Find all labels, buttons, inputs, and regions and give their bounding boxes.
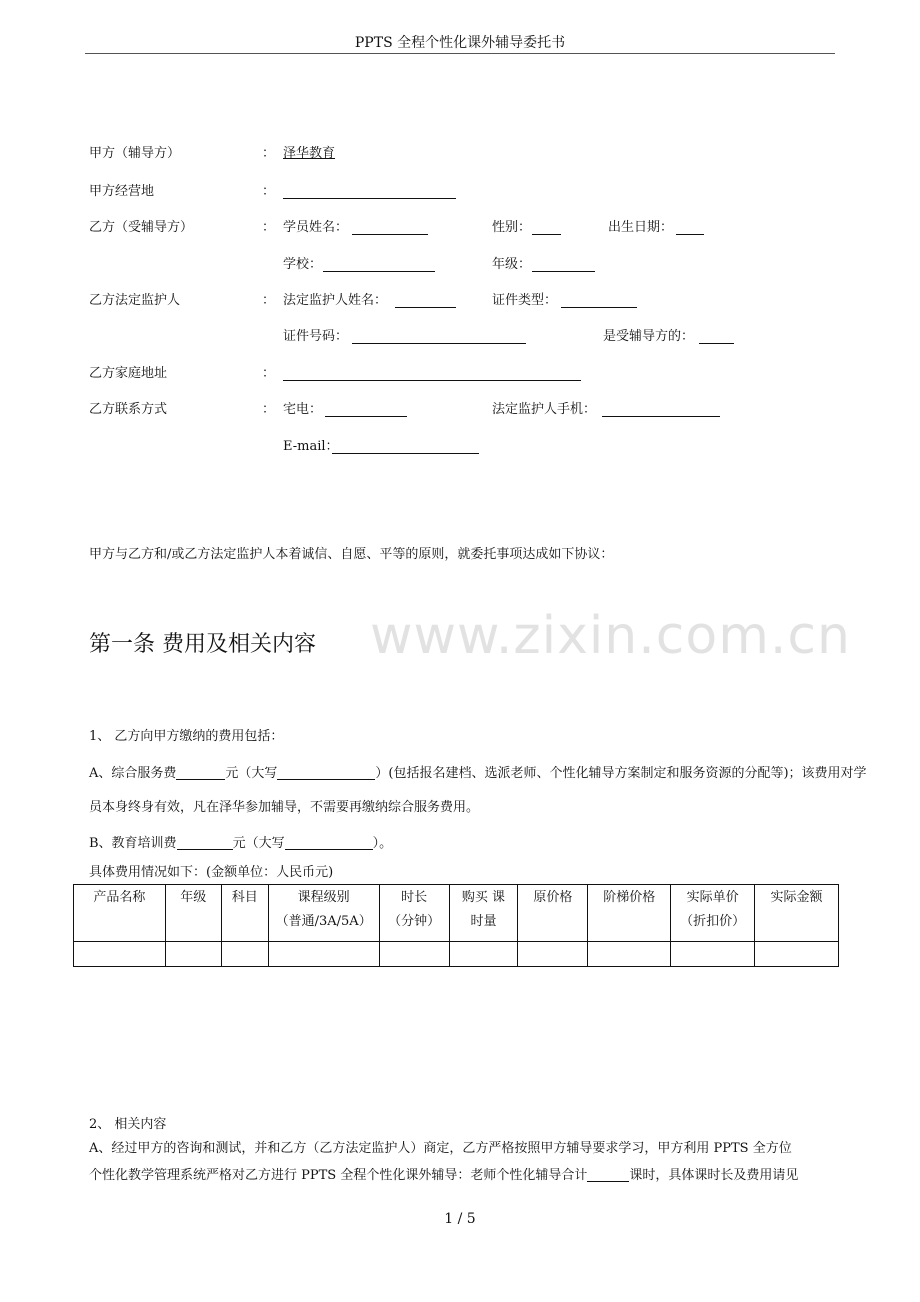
related-a-line-1: A、经过甲方的咨询和测试，并和乙方（乙方法定监护人）商定，乙方严格按照甲方辅导要求学习，甲方利用 PPTS 全方位 [89, 1141, 792, 1156]
fee-b-amount-blank[interactable] [177, 836, 233, 850]
student-name-blank[interactable] [352, 221, 428, 235]
email-blank[interactable] [332, 440, 479, 454]
fee-a-mid: 元（大写 [225, 766, 278, 781]
header-duration: 时长 （分钟） [379, 885, 449, 942]
id-number-blank[interactable] [352, 330, 526, 344]
table-cell[interactable] [379, 942, 449, 967]
email-label: E-mail： [283, 439, 339, 454]
guardian-mobile-blank[interactable] [602, 403, 720, 417]
party-b-label: 乙方（受辅导方） [89, 220, 194, 235]
fees-item-1: 1、 乙方向甲方缴纳的费用包括： [89, 729, 284, 744]
related-a-line-2 [89, 1168, 798, 1182]
guardian-label: 乙方法定监护人 [89, 293, 181, 308]
header-purchased-hours: 购买 课 时量 [449, 885, 518, 942]
home-phone-label: 宅电： [283, 402, 323, 417]
document-header: PPTS 全程个性化课外辅导委托书 [354, 35, 566, 51]
fee-b-capital-blank[interactable] [285, 836, 373, 850]
fee-b-suffix: ）。 [372, 836, 393, 851]
colon: ： [262, 293, 276, 308]
table-row [74, 942, 839, 967]
intro-paragraph: 甲方与乙方和/或乙方法定监护人本着诚信、自愿、平等的原则，就委托事项达成如下协议： [89, 547, 614, 562]
table-cell[interactable] [268, 942, 379, 967]
header-course-level: 课程级别 （普通/3A/5A） [268, 885, 379, 942]
colon: ： [262, 402, 276, 417]
guardian-mobile-label: 法定监护人手机： [492, 402, 597, 417]
fee-table-header-row [74, 885, 839, 942]
header-grade: 年级 [165, 885, 221, 942]
fee-a-prefix: A、综合服务费 [89, 766, 177, 781]
table-cell[interactable] [165, 942, 221, 967]
relation-label: 是受辅导方的： [603, 329, 695, 344]
article-1-title: 第一条 费用及相关内容 [89, 632, 316, 657]
table-cell[interactable] [449, 942, 518, 967]
id-type-label: 证件类型： [492, 293, 558, 308]
student-name-label: 学员姓名： [283, 220, 349, 235]
fee-b-mid: 元（大写 [232, 836, 285, 851]
grade-label: 年级： [492, 257, 532, 272]
gender-label: 性别： [492, 220, 532, 235]
guardian-name-blank[interactable] [395, 294, 456, 308]
school-blank[interactable] [323, 258, 435, 272]
table-cell[interactable] [588, 942, 671, 967]
colon: ： [262, 220, 276, 235]
related-a-line-2-suffix: 课时，具体课时长及费用请见 [629, 1168, 799, 1183]
table-cell[interactable] [221, 942, 268, 967]
related-a-line-2-prefix: 个性化教学管理系统严格对乙方进行 PPTS 全程个性化课外辅导：老师个性化辅导合计 [89, 1168, 588, 1183]
fee-b-line [89, 836, 392, 850]
colon: ： [262, 146, 276, 161]
fee-detail-note: 具体费用情况如下：(金额单位：人民币元) [89, 865, 334, 880]
colon: ： [262, 366, 276, 381]
fee-a-suffix: ）(包括报名建档、选派老师、个性化辅导方案制定和服务资源的分配等)；该费用对学 [375, 766, 867, 781]
header-product-name: 产品名称 [74, 885, 166, 942]
fee-a-amount-blank[interactable] [176, 766, 225, 780]
page-number: 1 / 5 [444, 1211, 476, 1227]
home-phone-blank[interactable] [325, 403, 407, 417]
header-subject: 科目 [221, 885, 268, 942]
grade-blank[interactable] [532, 258, 595, 272]
school-label: 学校： [283, 257, 323, 272]
colon: ： [262, 184, 276, 199]
party-a-address-label: 甲方经营地 [89, 184, 155, 199]
table-cell[interactable] [74, 942, 166, 967]
fee-b-prefix: B、教育培训费 [89, 836, 177, 851]
id-type-blank[interactable] [561, 294, 637, 308]
home-address-blank[interactable] [283, 367, 581, 381]
guardian-name-label: 法定监护人姓名： [283, 293, 388, 308]
table-cell[interactable] [518, 942, 588, 967]
header-actual-unit-price: 实际单价 （折扣价） [671, 885, 755, 942]
fee-a-line-1 [89, 766, 867, 780]
contact-label: 乙方联系方式 [89, 402, 168, 417]
lesson-hours-blank[interactable] [587, 1168, 629, 1182]
watermark: www.zixin.com.cn [370, 606, 851, 666]
related-item-2: 2、 相关内容 [89, 1117, 167, 1132]
table-cell[interactable] [755, 942, 839, 967]
header-actual-amount: 实际金额 [755, 885, 839, 942]
fee-table [73, 884, 839, 967]
home-address-label: 乙方家庭地址 [89, 366, 168, 381]
relation-blank[interactable] [699, 330, 734, 344]
party-a-value: 泽华教育 [283, 146, 336, 161]
fee-a-line-2: 员本身终身有效，凡在泽华参加辅导，不需要再缴纳综合服务费用。 [89, 800, 480, 815]
id-number-label: 证件号码： [283, 329, 349, 344]
gender-blank[interactable] [532, 221, 561, 235]
party-a-label: 甲方（辅导方） [89, 146, 181, 161]
header-original-price: 原价格 [518, 885, 588, 942]
party-a-address-blank[interactable] [283, 185, 456, 199]
header-tier-price: 阶梯价格 [588, 885, 671, 942]
header-rule [85, 53, 835, 54]
table-cell[interactable] [671, 942, 755, 967]
birth-date-blank[interactable] [676, 221, 704, 235]
birth-date-label: 出生日期： [608, 220, 674, 235]
fee-a-capital-blank[interactable] [277, 766, 375, 780]
